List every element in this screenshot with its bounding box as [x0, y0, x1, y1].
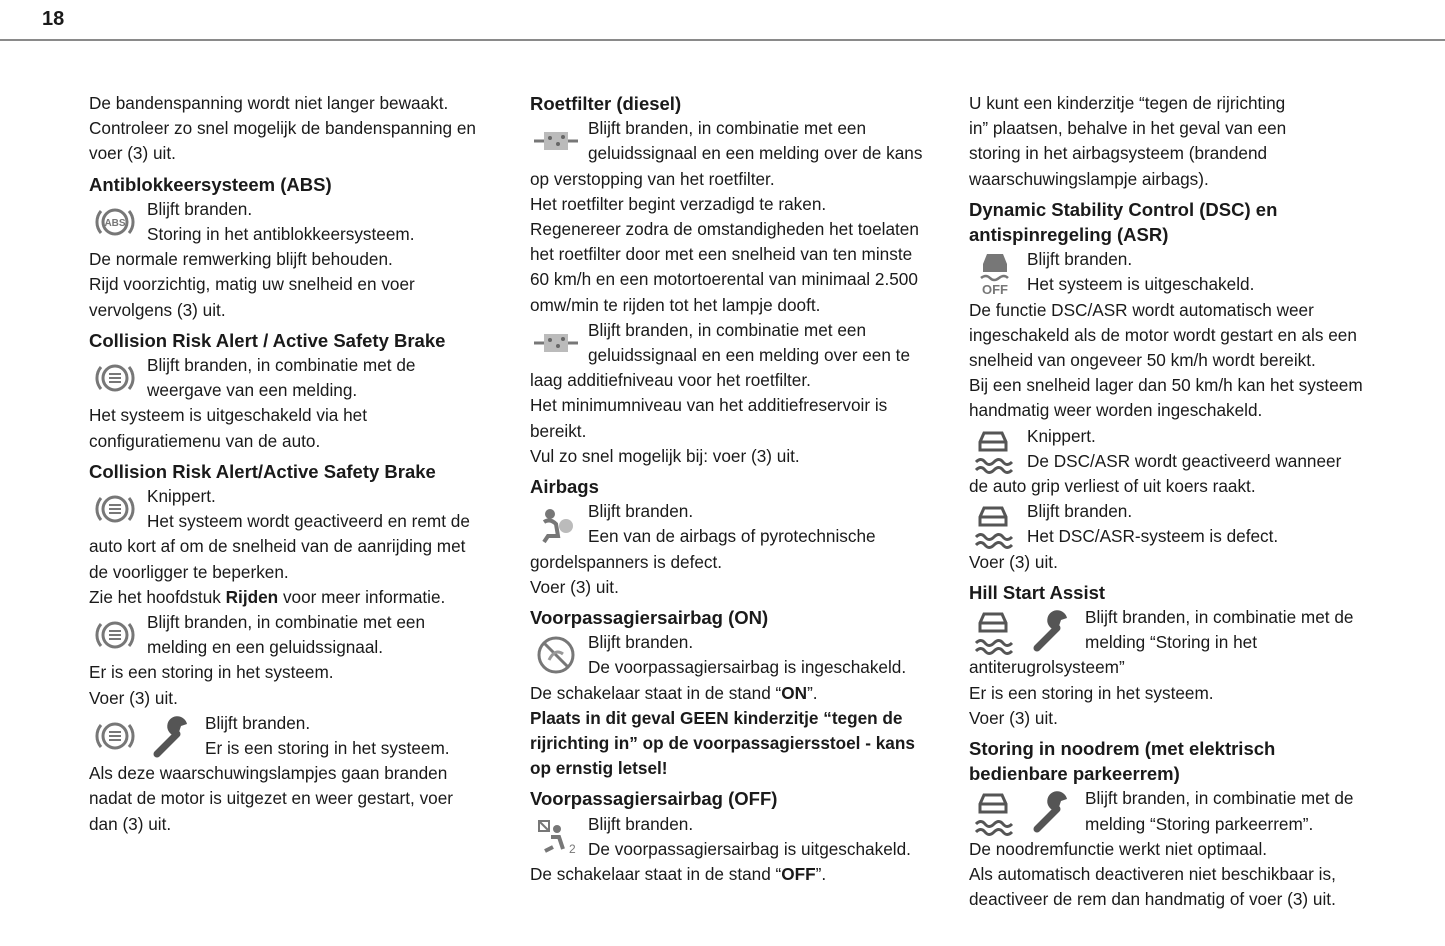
body-text: deactiveer de rem dan handmatig of voer (3) uit. [969, 889, 1336, 910]
entry-text: Blijft branden, in combinatie met een [147, 612, 426, 633]
body-text: Het systeem is uitgeschakeld via het [89, 405, 367, 426]
entry-text: melding en een geluidssignaal. [147, 637, 384, 658]
body-text: bereikt. [530, 420, 587, 441]
emergency-brake-heading: Storing in noodrem (met elektrisch bedienbare parkeerrem) [969, 738, 1276, 785]
particle-filter-icon [530, 116, 582, 166]
crab-entry [89, 353, 499, 403]
abs-icon-label: ABS [104, 217, 126, 229]
body-text: Voer (3) uit. [969, 707, 1058, 728]
safety-brake-icon [89, 353, 141, 403]
hsa-entry [969, 605, 1389, 655]
body-text: storing in het airbagsysteem (brandend [969, 143, 1268, 164]
pab-off-entry [530, 812, 945, 862]
column-2 [530, 91, 945, 887]
body-text: Het minimumniveau van het additiefreservoir is [530, 395, 888, 416]
body-text: dan (3) uit. [89, 813, 172, 834]
dsc-entry [969, 247, 1389, 297]
crab-entry [89, 610, 499, 660]
body-text: U kunt een kinderzitje “tegen de rijrichting [969, 93, 1286, 113]
body-text: auto kort af om de snelheid van de aanrijding met [89, 536, 466, 557]
stability-control-icon [969, 499, 1021, 549]
entry-text: De voorpassagiersairbag is uitgeschakeld. [588, 838, 911, 859]
safety-brake-icon [89, 484, 141, 534]
pab-on-entry [530, 630, 945, 680]
entry-text: Blijft branden. [147, 198, 253, 219]
entry-text: Blijft branden. [588, 813, 694, 834]
body-text: waarschuwingslampje airbags). [969, 168, 1209, 189]
entry-text: Blijft branden, in combinatie met de [1085, 788, 1354, 809]
dpf-entry [530, 318, 945, 368]
entry-text: De voorpassagiersairbag is ingeschakeld. [588, 657, 907, 678]
abs-heading: Antiblokkeersysteem (ABS) [89, 173, 332, 195]
body-text: de auto grip verliest of uit koers raakt. [969, 476, 1256, 497]
entry-text: Knippert. [1027, 425, 1096, 446]
child-seat-prohibited-icon [530, 630, 582, 680]
body-text: omw/min te rijden tot het lampje dooft. [530, 294, 821, 315]
body-text: De functie DSC/ASR wordt automatisch weer [969, 299, 1314, 320]
entry-text: Blijft branden. [205, 712, 311, 733]
stability-control-icon [969, 786, 1021, 836]
body-text: Regenereer zodra de omstandigheden het toelaten [530, 219, 919, 240]
body-text: configuratiemenu van de auto. [89, 430, 321, 451]
body-text: gordelspanners is defect. [530, 551, 723, 572]
dpf-entry [530, 116, 945, 166]
entry-text: Het systeem wordt geactiveerd en remt de [147, 511, 470, 532]
abs-warning-icon [89, 197, 141, 247]
dsc-entry [969, 424, 1389, 474]
crab-heading: Collision Risk Alert / Active Safety Brake [89, 329, 446, 351]
switch-position-value: OFF [781, 864, 816, 885]
entry-text: Blijft branden, in combinatie met de [1085, 607, 1354, 628]
airbags-entry [530, 499, 945, 549]
body-text: Als deze waarschuwingslampjes gaan branden [89, 763, 448, 784]
switch-position-value: ON [781, 682, 808, 703]
dsc-heading: Dynamic Stability Control (DSC) en antispinregeling (ASR) [969, 198, 1278, 246]
intro-text: voer (3) uit. [89, 143, 176, 164]
safety-warning: Plaats in dit geval GEEN kinderzitje “tegen de rijrichting in” op de voorpassagiersstoel - kans op ernstig letsel! [530, 707, 915, 779]
crab-heading: Collision Risk Alert/Active Safety Brake [89, 460, 436, 482]
body-text: in” plaatsen, behalve in het geval van een [969, 118, 1287, 139]
entry-text: geluidssignaal en een melding over een te [588, 345, 911, 366]
wrench-icon [1025, 786, 1077, 836]
wrench-icon [1025, 605, 1077, 655]
body-text: Zie het hoofdstuk Rijden voor meer informatie. [89, 586, 446, 607]
entry-text: melding “Storing parkeerrem”. [1085, 813, 1314, 834]
body-text: antiterugrolsysteem” [969, 657, 1125, 678]
entry-text: Storing in het antiblokkeersysteem. [147, 224, 415, 245]
body-text: Er is een storing in het systeem. [969, 682, 1214, 703]
body-text: Voer (3) uit. [89, 687, 178, 708]
entry-text: Knippert. [147, 486, 216, 507]
stability-control-icon [969, 424, 1021, 474]
column-1 [89, 91, 499, 837]
body-text: laag additiefniveau voor het roetfilter. [530, 370, 811, 391]
safety-brake-icon [89, 711, 141, 761]
body-text: Er is een storing in het systeem. [89, 662, 334, 683]
body-text: Als automatisch deactiveren niet beschikbaar is, [969, 864, 1336, 885]
airbag-icon [530, 499, 582, 549]
column-3 [969, 91, 1389, 913]
entry-text: Blijft branden. [588, 632, 694, 653]
body-text: op verstopping van het roetfilter. [530, 168, 775, 189]
body-text: nadat de motor is uitgezet en weer gestart, voer [89, 788, 454, 809]
crab-entry [89, 711, 499, 761]
entry-text: Blijft branden, in combinatie met de [147, 355, 416, 376]
entry-text: Er is een storing in het systeem. [205, 738, 450, 759]
entry-text: Het systeem is uitgeschakeld. [1027, 274, 1255, 295]
entry-text: Blijft branden. [588, 501, 694, 522]
safety-brake-icon [89, 610, 141, 660]
dpf-heading: Roetfilter (diesel) [530, 93, 682, 114]
page-number: 18 [42, 8, 65, 30]
entry-text: weergave van een melding. [147, 380, 358, 401]
entry-text: De DSC/ASR wordt geactiveerd wanneer [1027, 450, 1342, 471]
body-text: snelheid van ongeveer 50 km/h wordt bereikt. [969, 350, 1316, 371]
entry-text: Blijft branden. [1027, 249, 1133, 270]
body-text: Rijd voorzichtig, matig uw snelheid en voer [89, 274, 415, 295]
body-text: ingeschakeld als de motor wordt gestart en als een [969, 324, 1357, 345]
body-text: Bij een snelheid lager dan 50 km/h kan het systeem [969, 375, 1363, 396]
hill-start-heading: Hill Start Assist [969, 581, 1106, 603]
entry-text: Een van de airbags of pyrotechnische [588, 526, 876, 547]
entry-text: Blijft branden, in combinatie met een [588, 319, 867, 340]
body-text: het roetfilter door met een snelheid van ten minste [530, 244, 913, 265]
svg-text:2: 2 [569, 841, 576, 856]
body-text: Vul zo snel mogelijk bij: voer (3) uit. [530, 445, 800, 466]
body-text: handmatig weer worden ingeschakeld. [969, 400, 1263, 421]
entry-text: melding “Storing in het [1085, 632, 1257, 653]
entry-text: geluidssignaal en een melding over de kans [588, 143, 923, 164]
entry-text: Blijft branden, in combinatie met een [588, 118, 867, 139]
body-text: Het roetfilter begint verzadigd te raken. [530, 193, 827, 214]
passenger-airbag-on-heading: Voorpassagiersairbag (ON) [530, 607, 769, 629]
intro-text: De bandenspanning wordt niet langer bewaakt. [89, 93, 449, 113]
particle-filter-icon [530, 318, 582, 368]
abs-entry [89, 197, 499, 247]
body-text: 60 km/h en een motortoerental van minimaal 2.500 [530, 269, 918, 290]
intro-text: Controleer zo snel mogelijk de bandenspanning en [89, 118, 476, 139]
dsc-off-icon [969, 247, 1021, 297]
entry-text: Blijft branden. [1027, 501, 1133, 522]
ebrake-entry [969, 786, 1389, 836]
body-text: De normale remwerking blijft behouden. [89, 249, 393, 270]
crab-entry [89, 484, 499, 534]
body-text: De noodremfunctie werkt niet optimaal. [969, 838, 1268, 859]
dsc-entry [969, 499, 1389, 549]
off-label: OFF [982, 282, 1008, 297]
body-text: vervolgens (3) uit. [89, 299, 226, 320]
passenger-airbag-off-icon [530, 812, 582, 862]
passenger-airbag-off-heading: Voorpassagiersairbag (OFF) [530, 788, 778, 810]
body-text: De schakelaar staat in de stand “ON”. [530, 682, 818, 703]
body-text: Voer (3) uit. [969, 551, 1058, 572]
stability-control-icon [969, 605, 1021, 655]
wrench-icon [145, 711, 197, 761]
body-text: de voorligger te beperken. [89, 561, 289, 582]
body-text: Voer (3) uit. [530, 576, 619, 597]
chapter-reference: Rijden [225, 586, 279, 607]
airbags-heading: Airbags [530, 476, 599, 498]
header-rule [0, 39, 1445, 41]
entry-text: Het DSC/ASR-systeem is defect. [1027, 526, 1279, 547]
body-text: De schakelaar staat in de stand “OFF”. [530, 864, 827, 885]
